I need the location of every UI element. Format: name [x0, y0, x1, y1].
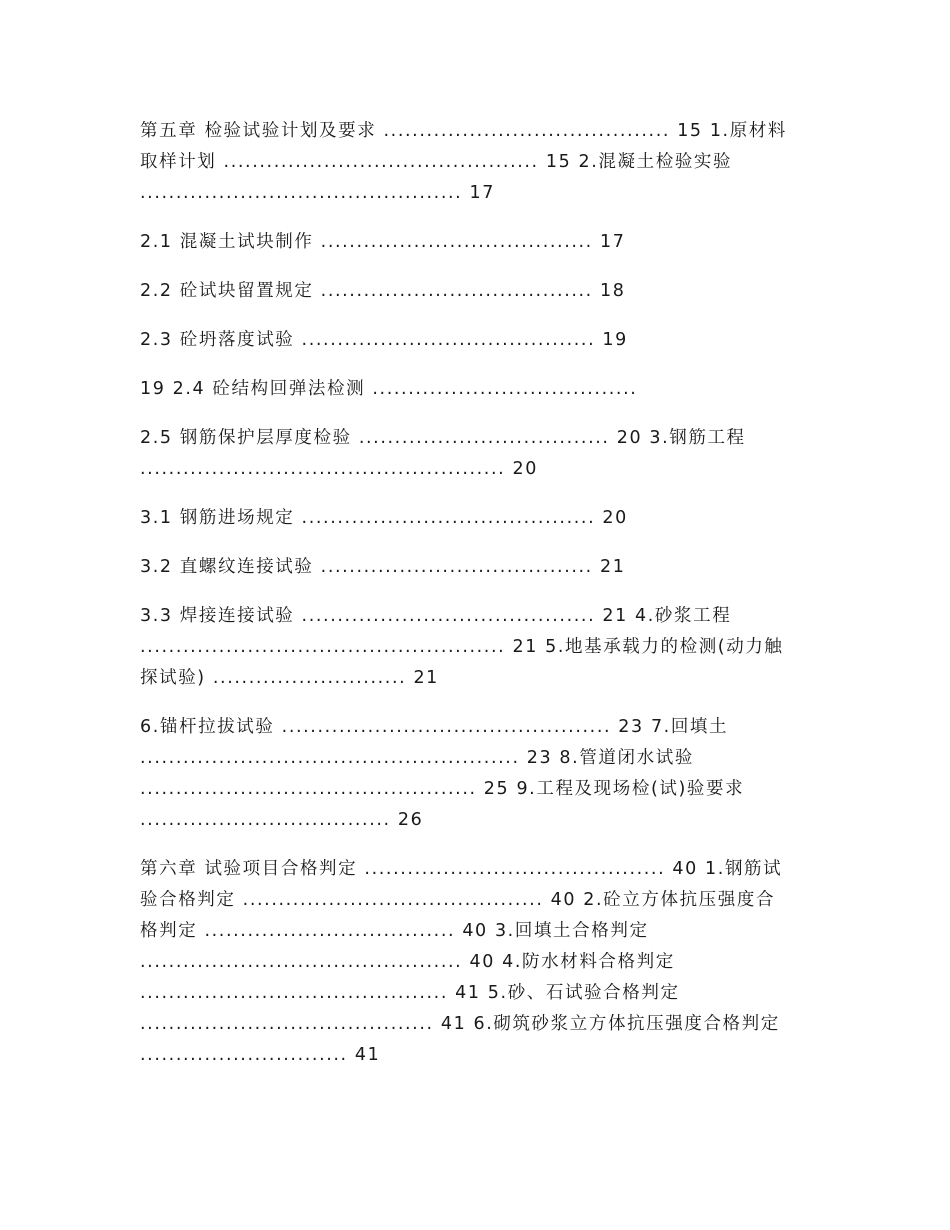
toc-line: 2.1 混凝土试块制作 ...................................... 17 — [140, 232, 626, 252]
toc-line: 2.5 钢筋保护层厚度检验 ................................... 20 3.钢筋工程 — [140, 428, 746, 448]
toc-entry-2-5 — [140, 423, 815, 485]
toc-entry-2-2 — [140, 276, 815, 307]
table-of-contents — [140, 116, 815, 1089]
toc-line: 第五章 检验试验计划及要求 ........................................ 15 1.原材料 — [140, 121, 788, 141]
toc-line: ............................. 41 — [140, 1045, 381, 1065]
toc-chapter-5-entry — [140, 116, 815, 209]
toc-entry-3-2 — [140, 552, 815, 583]
toc-entry-3-3 — [140, 601, 815, 694]
toc-line: ............................................. 40 4.防水材料合格判定 — [140, 952, 675, 972]
toc-line: 6.锚杆拉拔试验 .............................................. 23 7.回填土 — [140, 717, 729, 737]
toc-line: ......................................... 41 6.砌筑砂浆立方体抗压强度合格判定 — [140, 1014, 780, 1034]
toc-line: 探试验) ........................... 21 — [140, 668, 439, 688]
toc-entry-3-1 — [140, 503, 815, 534]
toc-line: ........................................... 41 5.砂、石试验合格判定 — [140, 983, 680, 1003]
toc-line: 格判定 ................................... 40 3.回填土合格判定 — [140, 921, 649, 941]
toc-line: ..................................................... 23 8.管道闭水试验 — [140, 748, 694, 768]
toc-line: 2.3 砼坍落度试验 ......................................... 19 — [140, 330, 628, 350]
toc-entry-2-4 — [140, 374, 815, 405]
toc-line: ................................................... 21 5.地基承载力的检测(动力触 — [140, 637, 784, 657]
toc-entry-2-1 — [140, 227, 815, 258]
toc-line: 第六章 试验项目合格判定 .......................................... 40 1.钢筋试 — [140, 859, 783, 879]
toc-line: 3.2 直螺纹连接试验 ...................................... 21 — [140, 557, 626, 577]
toc-line: 3.3 焊接连接试验 ......................................... 21 4.砂浆工程 — [140, 606, 732, 626]
toc-line: ............................................. 17 — [140, 183, 495, 203]
toc-line: 19 2.4 砼结构回弹法检测 ..................................... — [140, 379, 638, 399]
toc-entry-2-3 — [140, 325, 815, 356]
toc-line: 取样计划 ............................................ 15 2.混凝土检验实验 — [140, 152, 733, 172]
toc-line: ................................... 26 — [140, 810, 424, 830]
toc-line: 2.2 砼试块留置规定 ...................................... 18 — [140, 281, 626, 301]
toc-line: 验合格判定 .......................................... 40 2.砼立方体抗压强度合 — [140, 890, 776, 910]
toc-chapter-6-entry — [140, 854, 815, 1071]
toc-line: ................................................... 20 — [140, 459, 538, 479]
toc-entry-6 — [140, 712, 815, 836]
toc-line: ............................................... 25 9.工程及现场检(试)验要求 — [140, 779, 745, 799]
toc-line: 3.1 钢筋进场规定 ......................................... 20 — [140, 508, 628, 528]
